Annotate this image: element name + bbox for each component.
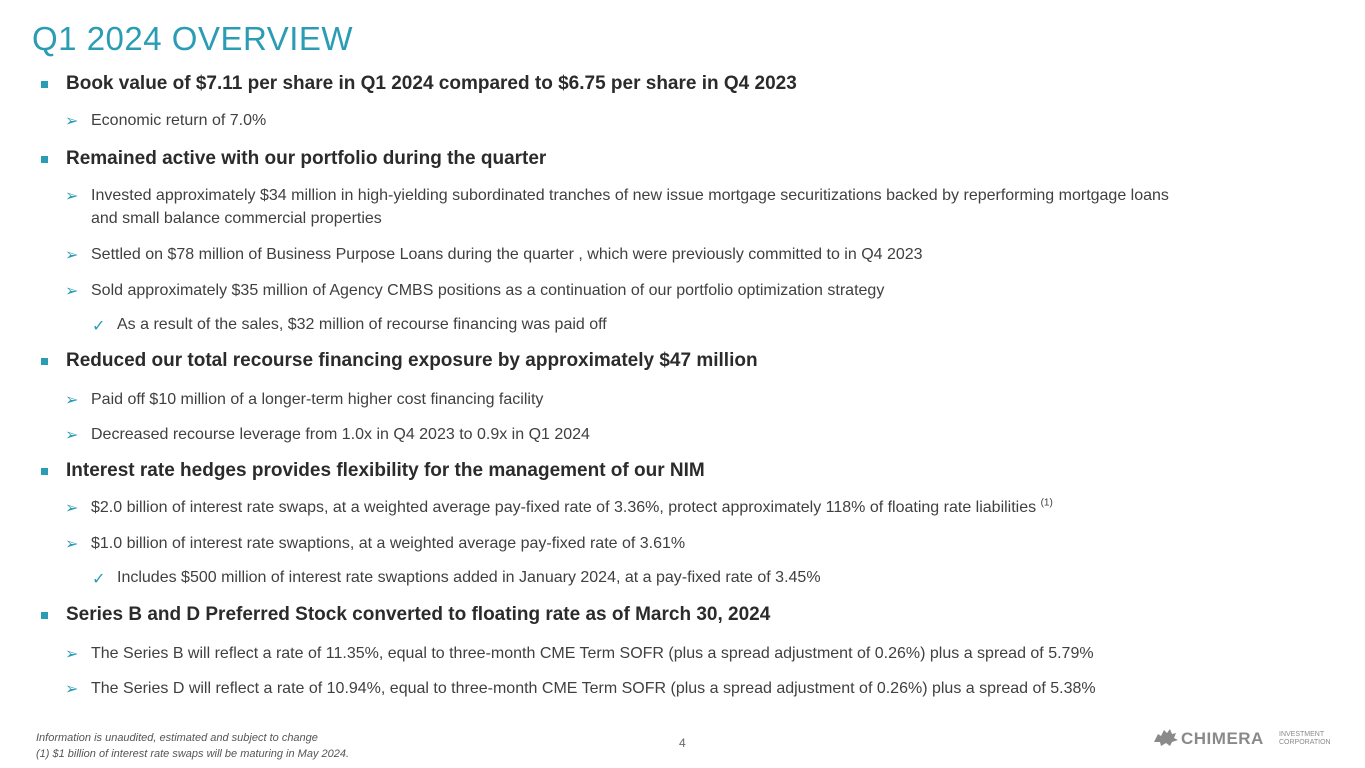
bullet-text: Interest rate hedges provides flexibility for the management of our NIM xyxy=(66,460,705,481)
arrow-bullet-icon: ➢ xyxy=(65,188,79,205)
logo-sub1: INVESTMENT xyxy=(1279,731,1325,738)
bullet-text-continued: and small balance commercial properties xyxy=(91,210,382,227)
bullet-text: Sold approximately $35 million of Agency CMBS positions as a continuation of our portfolio optimization strategy xyxy=(91,282,885,299)
bullet-text: Remained active with our portfolio during the quarter xyxy=(66,148,547,169)
arrow-bullet-icon: ➢ xyxy=(65,392,79,409)
bullet-text: $2.0 billion of interest rate swaps, at a weighted average pay-fixed rate of 3.36%, protect approximately 118% of floating rate liabilities xyxy=(91,499,1037,516)
bullet-text: Settled on $78 million of Business Purpose Loans during the quarter , which were previously committed to in Q4 2023 xyxy=(91,246,923,263)
square-bullet-icon xyxy=(41,468,48,475)
bullet-text: As a result of the sales, $32 million of recourse financing was paid off xyxy=(117,316,607,333)
square-bullet-icon xyxy=(41,612,48,619)
arrow-bullet-icon: ➢ xyxy=(65,283,79,300)
bullet-text: Reduced our total recourse financing exposure by approximately $47 million xyxy=(66,350,758,371)
page-number: 4 xyxy=(679,736,686,750)
arrow-bullet-icon: ➢ xyxy=(65,427,79,444)
bullet-text: Series B and D Preferred Stock converted to floating rate as of March 30, 2024 xyxy=(66,604,771,625)
bullet-text: Includes $500 million of interest rate swaptions added in January 2024, at a pay-fixed rate of 3.45% xyxy=(117,569,821,586)
bullet-text: Economic return of 7.0% xyxy=(91,112,267,129)
square-bullet-icon xyxy=(41,358,48,365)
arrow-bullet-icon: ➢ xyxy=(65,500,79,517)
bullet-text: Book value of $7.11 per share in Q1 2024 compared to $6.75 per share in Q4 2023 xyxy=(66,73,797,94)
bullet-text: The Series D will reflect a rate of 10.94%, equal to three-month CME Term SOFR (plus a spread adjustment of 0.26%) plus a spread of 5.38% xyxy=(91,680,1096,697)
logo-sub2: CORPORATION xyxy=(1279,739,1331,746)
square-bullet-icon xyxy=(41,156,48,163)
bullet-text: $1.0 billion of interest rate swaptions, at a weighted average pay-fixed rate of 3.61% xyxy=(91,535,686,552)
bullet-text: Paid off $10 million of a longer-term higher cost financing facility xyxy=(91,391,544,408)
arrow-bullet-icon: ➢ xyxy=(65,113,79,130)
arrow-bullet-icon: ➢ xyxy=(65,536,79,553)
footnote-ref: (1) xyxy=(1040,497,1053,509)
footnote-disclaimer: Information is unaudited, estimated and subject to change xyxy=(36,732,318,744)
logo-wordmark: CHIMERA xyxy=(1181,729,1264,748)
arrow-bullet-icon: ➢ xyxy=(65,646,79,663)
bullet-text-wrap xyxy=(91,496,1053,519)
arrow-bullet-icon: ➢ xyxy=(65,247,79,264)
bullet-text: The Series B will reflect a rate of 11.35%, equal to three-month CME Term SOFR (plus a spread adjustment of 0.26%) plus a spread of 5.79% xyxy=(91,645,1094,662)
checkmark-icon: ✓ xyxy=(92,318,106,335)
chimera-logo xyxy=(1152,724,1342,750)
arrow-bullet-icon: ➢ xyxy=(65,681,79,698)
footnote-1: (1) $1 billion of interest rate swaps will be maturing in May 2024. xyxy=(36,748,350,760)
bullet-text: Decreased recourse leverage from 1.0x in Q4 2023 to 0.9x in Q1 2024 xyxy=(91,426,590,443)
lion-icon xyxy=(1154,729,1178,746)
slide-title: Q1 2024 OVERVIEW xyxy=(32,20,354,57)
square-bullet-icon xyxy=(41,81,48,88)
checkmark-icon: ✓ xyxy=(92,571,106,588)
bullet-text: Invested approximately $34 million in high-yielding subordinated tranches of new issue mortgage securitizations backed by reperforming mortgage loans xyxy=(91,187,1169,204)
